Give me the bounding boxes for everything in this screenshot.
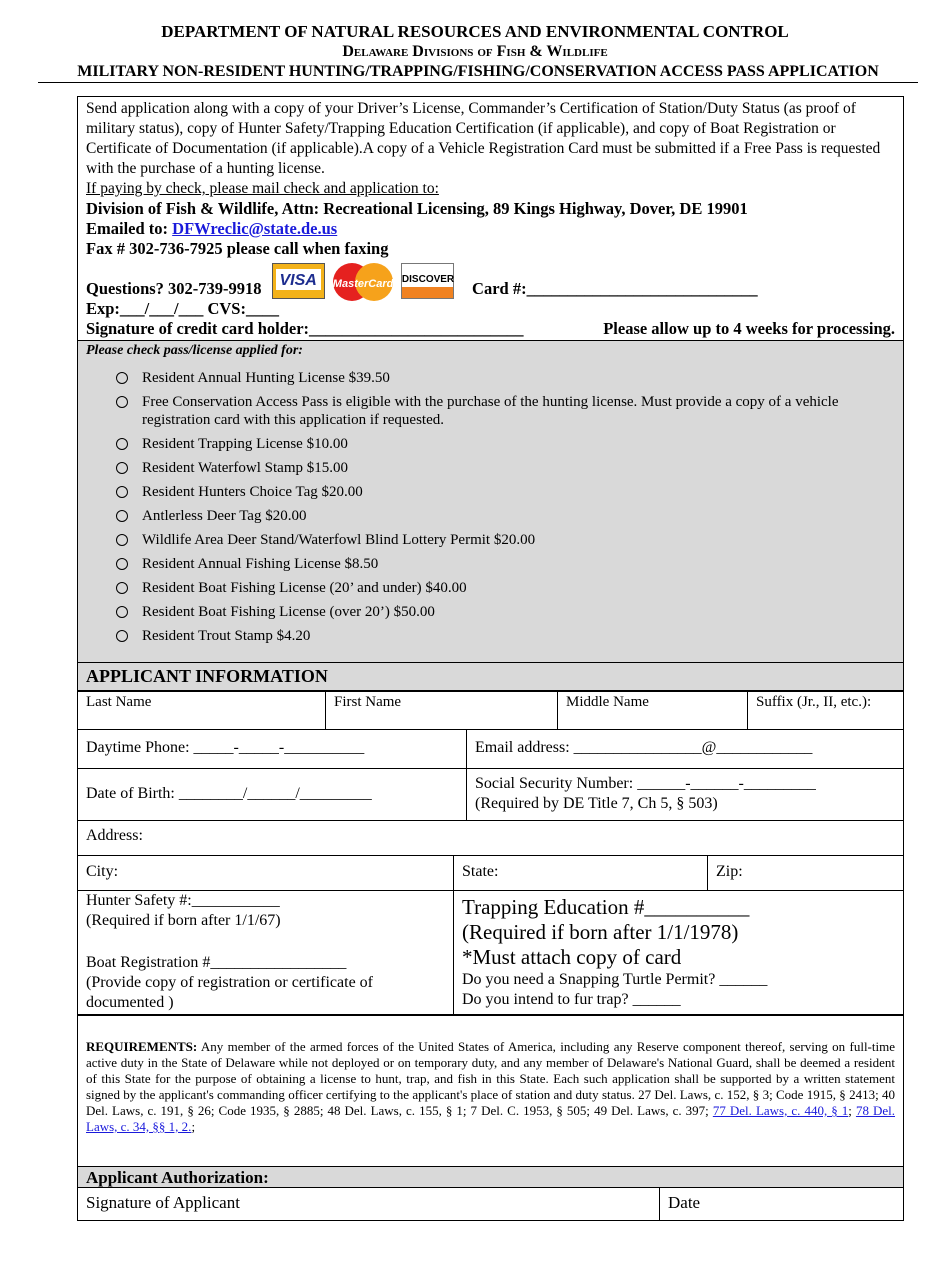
license-option-label: Resident Trapping License $10.00 [142,436,348,452]
middle-name-field[interactable] [558,691,748,729]
trapping-education-note: (Required if born after 1/1/1978) [462,920,739,944]
applicant-signature-label: Signature of Applicant [86,1193,240,1212]
requirements-box [77,1014,904,1167]
certifications-row [77,890,904,1016]
license-option[interactable] [86,483,895,501]
link-separator: ; [848,1103,852,1118]
processing-note: Please allow up to 4 weeks for processing. [603,319,895,338]
applicant-info-header: APPLICANT INFORMATION [77,662,904,692]
law-link-77[interactable]: 77 Del. Laws, c. 440, § 1 [712,1103,849,1118]
check-mail-line: If paying by check, please mail check and application to: [86,180,439,197]
form-title: MILITARY NON-RESIDENT HUNTING/TRAPPING/FISHING/CONSERVATION ACCESS PASS APPLICATION [38,63,918,83]
division-title: Delaware Divisions of Fish & Wildlife [342,43,608,60]
instructions-box [77,96,904,342]
fur-trap-field[interactable]: Do you intend to fur trap? ______ [462,991,681,1008]
radio-icon[interactable] [116,606,128,618]
ssn-note: (Required by DE Title 7, Ch 5, § 503) [475,795,718,812]
license-option[interactable] [86,579,895,597]
exp-cvs-field[interactable]: Exp:___/___/___ CVS:____ [86,299,279,318]
radio-icon[interactable] [116,558,128,570]
radio-icon[interactable] [116,582,128,594]
zip-field[interactable] [708,856,902,890]
state-label: State: [462,863,499,880]
card-number-field[interactable]: Card #:____________________________ [472,279,758,298]
hunter-boat-cell [78,891,454,1015]
visa-logo-text: VISA [276,269,321,290]
phone-email-row [77,729,904,769]
authorization-row [77,1187,904,1221]
discover-logo-icon [401,263,454,299]
card-holder-signature-field[interactable]: Signature of credit card holder:__________________________ [86,319,524,338]
license-option[interactable] [86,369,895,387]
license-option-label: Resident Hunters Choice Tag $20.00 [142,484,363,500]
questions-line [86,263,895,299]
requirements-end: ; [191,1119,196,1134]
license-option-label: Resident Boat Fishing License (20’ and under) $40.00 [142,580,467,596]
license-option-label: Wildlife Area Deer Stand/Waterfowl Blind Lottery Permit $20.00 [142,532,536,548]
dob-field[interactable] [78,769,467,820]
license-option[interactable] [86,393,895,429]
license-option[interactable] [86,435,895,453]
trapping-cell [454,891,902,1015]
email-field[interactable] [467,730,902,768]
boat-registration-note: (Provide copy of registration or certificate of documented ) [86,974,373,1011]
trapping-education-field[interactable]: Trapping Education #__________ [462,895,750,919]
license-option[interactable] [86,603,895,621]
middle-name-label: Middle Name [566,694,649,710]
email-line [86,219,895,239]
address-field[interactable] [77,820,904,856]
radio-icon[interactable] [116,510,128,522]
radio-icon[interactable] [116,438,128,450]
first-name-field[interactable] [326,691,558,729]
questions-phone: Questions? 302-739-9918 [86,279,262,298]
radio-icon[interactable] [116,396,128,408]
applicant-signature-field[interactable] [78,1188,660,1220]
license-option-label: Resident Waterfowl Stamp $15.00 [142,460,348,476]
suffix-label: Suffix (Jr., II, etc.): [756,694,872,710]
license-option-label: Free Conservation Access Pass is eligible with the purchase of the hunting license. Must provide a copy of a vehicle registration card with this application if requested. [142,394,839,428]
department-title: DEPARTMENT OF NATURAL RESOURCES AND ENVIRONMENTAL CONTROL [161,22,789,41]
ssn-field[interactable] [467,769,902,820]
radio-icon[interactable] [116,462,128,474]
license-option-label: Resident Boat Fishing License (over 20’) $50.00 [142,604,435,620]
requirements-text: Any member of the armed forces of the United States of America, including any Reserve component thereof, serving on full-time active duty in the State of Delaware while not deployed or on temporary duty, and any member of Delaware's National Guard, shall be deemed a resident of this State for the purpose of obtaining a license to hunt, trap, and fish in this State. Each such application shall be supported by a written statement signed by the applicant's commanding officer certifying to the applicant's place of station and duty status. 27 Del. Laws, c. 152, § 3; Code 1915, § 2413; 40 Del. Laws, c. 191, § 26; Code 1935, § 2885; 48 Del. Laws, c. 155, § 1; 7 Del. C. 1953, § 505; 49 Del. Laws, c. 397; [86,1039,895,1118]
payment-cards [272,263,458,299]
snapping-turtle-field[interactable]: Do you need a Snapping Turtle Permit? ______ [462,971,768,988]
daytime-phone-field[interactable] [78,730,467,768]
ssn-label: Social Security Number: ______-______-_________ [475,775,816,792]
license-option-label: Antlerless Deer Tag $20.00 [142,508,307,524]
hunter-safety-note: (Required if born after 1/1/67) [86,912,281,929]
email-label: Email address: ________________@____________ [475,739,813,756]
date-field[interactable] [660,1188,902,1220]
license-option-label: Resident Annual Hunting License $39.50 [142,370,390,386]
first-name-label: First Name [334,694,402,710]
license-option-label: Resident Annual Fishing License $8.50 [142,556,379,572]
email-link[interactable]: DFWreclic@state.de.us [172,219,338,238]
emailed-to-label: Emailed to: [86,219,169,238]
mastercard-logo-text: MasterCard [332,278,394,290]
name-row [77,690,904,730]
license-option-label: Resident Trout Stamp $4.20 [142,628,311,644]
mail-address: Division of Fish & Wildlife, Attn: Recreational Licensing, 89 Kings Highway, Dover, DE 19901 [86,199,748,218]
requirements-label: REQUIREMENTS: [86,1039,198,1054]
daytime-phone-label: Daytime Phone: _____-_____-__________ [86,739,365,756]
fax-line: Fax # 302-736-7925 please call when faxing [86,239,389,258]
license-selection [77,340,904,664]
attach-card-note: *Must attach copy of card [462,945,682,969]
state-field[interactable] [454,856,708,890]
visa-logo-icon [272,263,325,299]
date-label: Date [668,1193,701,1212]
radio-icon[interactable] [116,372,128,384]
dob-ssn-row [77,768,904,821]
license-option[interactable] [86,507,895,525]
city-label: City: [86,863,119,880]
last-name-label: Last Name [86,694,152,710]
hunter-safety-field[interactable]: Hunter Safety #:___________ [86,892,280,909]
license-option[interactable] [86,531,895,549]
license-option[interactable] [86,555,895,573]
authorization-header: Applicant Authorization: [77,1166,904,1188]
last-name-field[interactable] [78,691,326,729]
license-selection-label: Please check pass/license applied for: [86,343,303,358]
discover-logo-text: DISCOVER [401,274,455,285]
city-field[interactable] [78,856,454,890]
boat-registration-field[interactable]: Boat Registration #_________________ [86,954,347,971]
license-option[interactable] [86,627,895,645]
signature-line [86,319,895,339]
zip-label: Zip: [716,863,743,880]
dob-label: Date of Birth: ________/______/_________ [86,785,372,802]
instructions-text: Send application along with a copy of your Driver’s License, Commander’s Certification of Station/Duty Status (as proof of military status), copy of Hunter Safety/Trapping Education Certification (if applicable), and copy of Boat Registration or Certificate of Documentation (if applicable).A copy of a Vehicle Registration Card must be submitted if a Free Pass is requested with the purchase of a hunting license. [86,100,881,177]
mastercard-logo-icon [333,263,393,299]
address-label: Address: [86,827,143,844]
radio-icon[interactable] [116,534,128,546]
city-state-zip-row [77,855,904,891]
suffix-field[interactable] [748,691,902,729]
law-link-78[interactable]: 78 Del. Laws, c. 34, §§ 1, 2. [86,1103,896,1134]
radio-icon[interactable] [116,486,128,498]
license-option[interactable] [86,459,895,477]
radio-icon[interactable] [116,630,128,642]
